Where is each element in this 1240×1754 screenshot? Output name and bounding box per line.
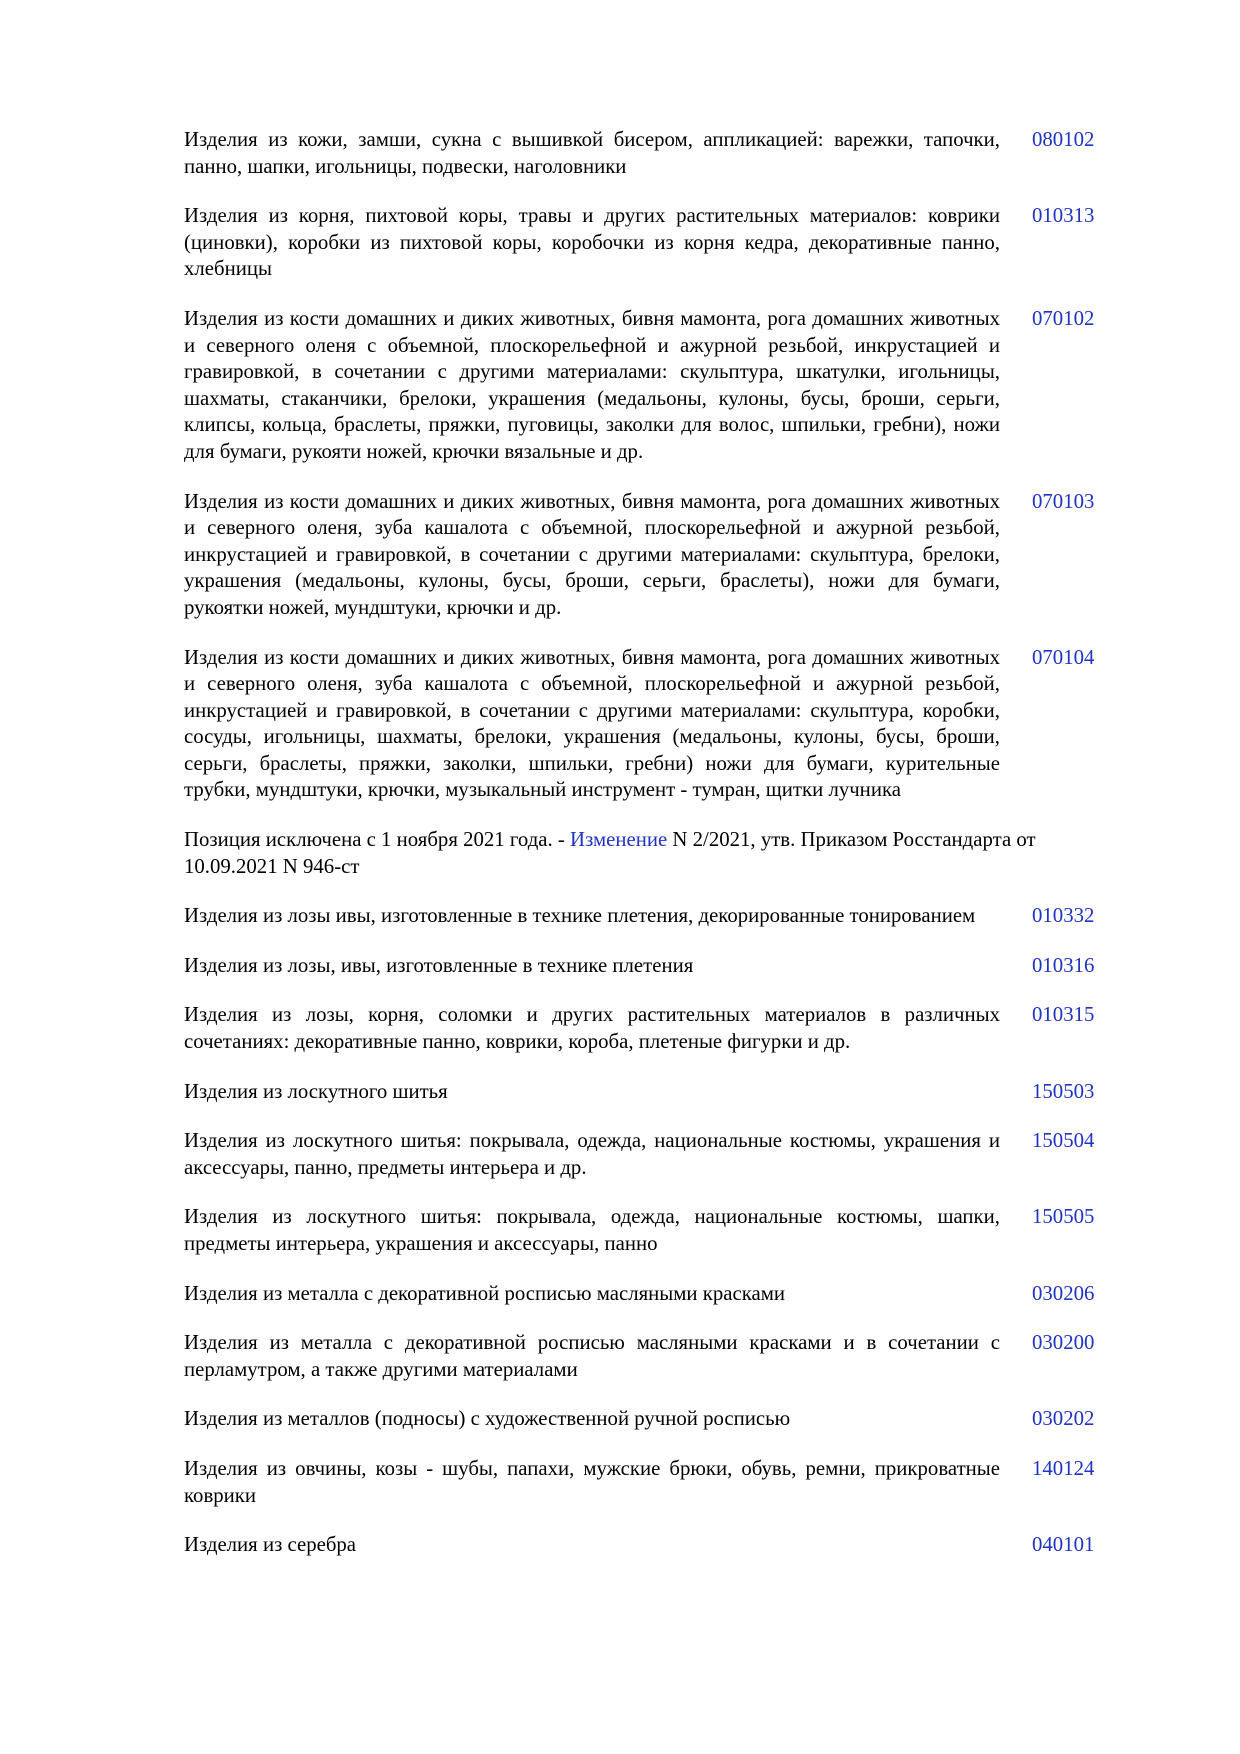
- list-item: [184, 645, 1124, 805]
- entry-code-link[interactable]: 030202: [1032, 1407, 1095, 1431]
- list-item: [184, 1204, 1124, 1257]
- entry-description: Изделия из кости домашних и диких животных, бивня мамонта, рога домашних животных и северного оленя, зуба кашалота с объемной, плоскорельефной и ажурной резьбой, инкрустацией и гравировкой, в сочетании с другими материалами: скульптура, брелоки, украшения (медальоны, кулоны, бусы, броши, серьги, браслеты), ножи для бумаги, рукоятки ножей, мундштуки, крючки и др.: [184, 489, 1000, 619]
- entry-description: Изделия из кожи, замши, сукна с вышивкой бисером, аппликацией: варежки, тапочки, панно, шапки, игольницы, подвески, наголовники: [184, 128, 1000, 178]
- note-text-after: N 2/2021, утв. Приказом Росстандарта от 10.09.2021 N 946-ст: [184, 828, 1036, 878]
- entry-code-link[interactable]: 070102: [1032, 306, 1095, 330]
- entry-description: Изделия из овчины, козы - шубы, папахи, мужские брюки, обувь, ремни, прикроватные коврики: [184, 1456, 1000, 1507]
- entry-code-link[interactable]: 080102: [1032, 128, 1095, 151]
- list-item: [184, 1128, 1124, 1181]
- entry-description: Изделия из лоскутного шитья: покрывала, одежда, национальные костюмы, украшения и аксессуары, панно, предметы интерьера и др.: [184, 1129, 1000, 1179]
- entry-description: Изделия из корня, пихтовой коры, травы и других растительных материалов: коврики (циновки), коробки из пихтовой коры, коробочки из корня кедра, декоративные панно, хлебницы: [184, 204, 1000, 281]
- entry-code-link[interactable]: 010332: [1032, 904, 1095, 928]
- entry-code-link[interactable]: 150504: [1032, 1129, 1095, 1153]
- list-item: [184, 1002, 1124, 1055]
- entry-description: Изделия из лозы, ивы, изготовленные в технике плетения: [184, 953, 694, 977]
- entry-description: Изделия из кости домашних и диких животных, бивня мамонта, рога домашних животных и северного оленя, зуба кашалота с объемной, плоскорельефной и ажурной резьбой, инкрустацией и гравировкой, в сочетании с другими материалами: скульптура, коробки, сосуды, игольницы, шахматы, брелоки, украшения (медальоны, кулоны, бусы, броши, серьги, браслеты, пряжки, заколки, шпильки, гребни) ножи для бумаги, курительные трубки, мундштуки, крючки, музыкальный инструмент - тумран, щитки лучника: [184, 645, 1000, 802]
- entries-bottom: [184, 903, 1124, 1559]
- entry-description: Изделия из лозы, корня, соломки и других растительных материалов в различных сочетаниях: декоративные панно, коврики, короба, плетеные фигурки и др.: [184, 1003, 1000, 1054]
- entry-code-link[interactable]: 010313: [1032, 204, 1095, 228]
- list-item: [184, 953, 1124, 980]
- entry-code-link[interactable]: 010316: [1032, 953, 1095, 977]
- list-item: [184, 1281, 1124, 1308]
- list-item: [184, 903, 1124, 930]
- entry-code-link[interactable]: 070103: [1032, 489, 1095, 513]
- entry-code-link[interactable]: 150503: [1032, 1079, 1095, 1103]
- exclusion-note: [184, 827, 1124, 880]
- list-item: [184, 1330, 1124, 1383]
- entry-description: Изделия из лоскутного шитья: покрывала, одежда, национальные костюмы, шапки, предметы интерьера, украшения и аксессуары, панно: [184, 1205, 1000, 1255]
- entry-description: Изделия из лозы ивы, изготовленные в технике плетения, декорированные тонированием: [184, 904, 976, 928]
- entries-top: [184, 127, 1124, 804]
- list-item: [184, 1079, 1124, 1106]
- entry-description: Изделия из кости домашних и диких животных, бивня мамонта, рога домашних животных и северного оленя с объемной, плоскорельефной и ажурной резьбой, инкрустацией и гравировкой, в сочетании с другими материалами: скульптура, шкатулки, игольницы, шахматы, стаканчики, брелоки, украшения (медальоны, кулоны, бусы, броши, серьги, клипсы, кольца, браслеты, пряжки, пуговицы, заколки для волос, шпильки, гребни), ножи для бумаги, рукояти ножей, крючки вязальные и др.: [184, 306, 1000, 463]
- entry-code-link[interactable]: 030206: [1032, 1281, 1095, 1305]
- entry-code-link[interactable]: 150505: [1032, 1205, 1095, 1229]
- entry-description: Изделия из серебра: [184, 1533, 357, 1557]
- entry-description: Изделия из металла с декоративной росписью масляными красками и в сочетании с перламутром, а также другими материалами: [184, 1331, 1000, 1381]
- entry-description: Изделия из металлов (подносы) с художественной ручной росписью: [184, 1407, 791, 1431]
- entry-description: Изделия из лоскутного шитья: [184, 1079, 448, 1103]
- list-item: [184, 127, 1124, 180]
- entry-code-link[interactable]: 040101: [1032, 1533, 1095, 1557]
- list-item: [184, 1406, 1124, 1433]
- list-item: [184, 1456, 1124, 1509]
- list-item: [184, 306, 1124, 466]
- document-page: [184, 127, 1124, 1582]
- entry-description: Изделия из металла с декоративной росписью масляными красками: [184, 1281, 786, 1305]
- note-text-before: Позиция исключена с 1 ноября 2021 года. -: [184, 828, 571, 852]
- list-item: [184, 1532, 1124, 1559]
- entry-code-link[interactable]: 140124: [1032, 1456, 1095, 1480]
- entry-code-link[interactable]: 010315: [1032, 1003, 1095, 1027]
- list-item: [184, 203, 1124, 283]
- entry-code-link[interactable]: 070104: [1032, 645, 1095, 669]
- amendment-link[interactable]: Изменение: [570, 828, 668, 852]
- list-item: [184, 489, 1124, 622]
- entry-code-link[interactable]: 030200: [1032, 1331, 1095, 1355]
